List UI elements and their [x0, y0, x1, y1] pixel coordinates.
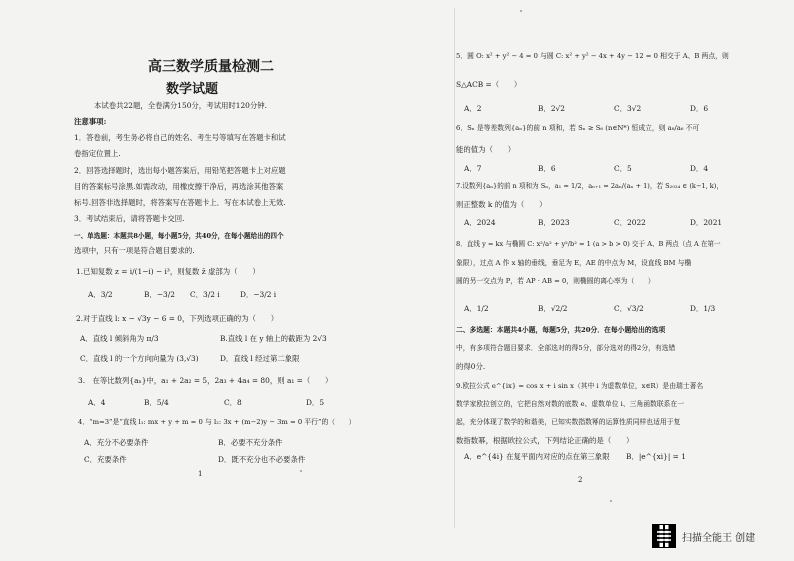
question-5-line2: S△ACB =（ ）: [456, 80, 522, 89]
q2-option-c: C．直线 l 的一个方向向量为 (3,√3): [80, 354, 199, 363]
q8-option-b: B．√2/2: [538, 304, 568, 313]
notice-2c: 标号.回答非选择题时，将答案写在答题卡上．写在本试卷上无效.: [74, 198, 286, 207]
question-2: 2.对于直线 l: x − √3y − 6 = 0，下列选项正确的为（ ）: [76, 314, 279, 323]
q7-option-d: D．2021: [690, 218, 723, 227]
question-9-line2: 数学家欧拉创立的，它把自然对数的底数 e、虚数单位 i、三角函数联系在一: [456, 400, 685, 408]
q6-option-d: D．4: [690, 164, 709, 173]
exam-title: 高三数学质量检测二: [148, 59, 274, 75]
q1-option-c: C．3/2 i: [190, 290, 220, 299]
q2-option-b: B.直线 l 在 y 轴上的截距为 2√3: [220, 334, 327, 343]
scanner-watermark: [652, 524, 755, 548]
notice-2a: 2．回答选择题时，选出每小题答案后，用铅笔把答题卡上对应题: [74, 166, 286, 175]
question-7-line2: 则正整数 k 的值为（ ）: [456, 200, 547, 209]
section2-line1: 二、多选题：本题共4小题，每题5分，共20分．在每小题给出的选项: [456, 326, 666, 334]
q4-option-b: B．必要不充分条件: [218, 438, 283, 447]
notice-header: 注意事项:: [74, 117, 107, 126]
q1-option-a: A．3/2: [88, 290, 113, 299]
scan-speck: [300, 470, 302, 472]
q9-option-b: B．|e^{xi}| = 1: [626, 452, 686, 461]
scan-speck: [610, 500, 612, 502]
q8-option-d: D．1/3: [690, 304, 716, 313]
question-4: 4．“m=3”是“直线 l₁: mx + y + m = 0 与 l₂: 3x + (m−2)y − 3m = 0 平行”的（ ）: [78, 418, 356, 426]
q3-option-d: D．5: [306, 398, 325, 407]
q6-option-a: A．7: [464, 164, 482, 173]
question-5-line1: 5．圆 O: x² + y² − 4 = 0 与圆 C: x² + y² − 4x + 4y − 12 = 0 相交于 A、B 两点，则: [456, 52, 729, 60]
q8-option-a: A．1/2: [464, 304, 489, 313]
question-3: 3. 在等比数列{aₙ}中，a₁ + 2a₂ = 5，2a₃ + 4a₄ = 80，则 a₁ =（ ）: [78, 376, 333, 385]
q4-option-d: D．既不充分也不必要条件: [218, 455, 306, 464]
q1-option-d: D．−3/2 i: [240, 290, 277, 299]
watermark-label: 扫描全能王 创建: [682, 532, 756, 544]
question-6-line2: 能的值为（ ）: [456, 145, 516, 154]
notice-1a: 1．答卷前，考生务必将自己的姓名、考生号等填写在答题卡和试: [74, 133, 286, 142]
qr-code-icon: [652, 524, 676, 548]
q7-option-a: A．2024: [464, 218, 496, 227]
q5-option-d: D．6: [690, 104, 709, 113]
q7-option-c: C．2022: [614, 218, 646, 227]
question-7-line1: 7.设数列{aₙ}的前 n 项和为 Sₙ，a₁ = 1/2，aₙ₊₁ = 2aₙ/(aₙ + 1)，若 S₂₀₂₄ ∈ (k−1, k)，: [456, 182, 723, 190]
section2-line3: 的得0分.: [456, 362, 486, 371]
question-9-line1: 9.欧拉公式 e^{ix} = cos x + i sin x（其中 i 为虚数单位，x∈R）是由瑞士著名: [456, 382, 704, 390]
q3-option-c: C．8: [224, 398, 242, 407]
q4-option-a: A．充分不必要条件: [84, 438, 149, 447]
q2-option-a: A．直线 l 倾斜角为 π/3: [80, 334, 159, 343]
page-number-1: 1: [198, 470, 203, 478]
q3-option-b: B．5/4: [144, 398, 169, 407]
question-8-line2: 象限），过点 A 作 x 轴的垂线，垂足为 E，AE 的中点为 M，设直线 BM 与椭: [456, 259, 692, 267]
section2-line2: 中，有多项符合题目要求．全部选对的得5分，部分选对的得2分，有选错: [456, 344, 676, 352]
q5-option-c: C．3√2: [614, 104, 642, 113]
scan-speck: [520, 10, 522, 12]
notice-2b: 目的答案标号涂黑.如需改动，用橡皮擦干净后，再选涂其他答案: [74, 182, 284, 191]
exam-subtitle: 数学试题: [166, 82, 219, 97]
page-fold-line: [454, 8, 455, 528]
q3-option-a: A．4: [88, 398, 106, 407]
intro-text: 本试卷共22题，全卷满分150分，考试用时120分钟.: [94, 101, 267, 110]
q6-option-c: C．5: [614, 164, 632, 173]
q5-option-b: B．2√2: [538, 104, 565, 113]
question-1: 1.已知复数 z = i/(1−i) − i³，则复数 z̄ 虚部为（ ）: [76, 267, 260, 276]
question-9-line3: 起，充分体现了数学的和谐美，已知实数指数幂的运算性质同样也适用于复: [456, 418, 681, 426]
notice-1b: 卷指定位置上.: [74, 149, 121, 158]
page-number-2: 2: [578, 476, 583, 484]
section1-line1: 一、单选题：本题共8小题，每小题5分，共40分，在每小题给出的四个: [74, 232, 284, 240]
q4-option-c: C．充要条件: [84, 455, 127, 464]
notice-3: 3．考试结束后，请将答题卡交回.: [74, 214, 185, 223]
q8-option-c: C．√3/2: [614, 304, 644, 313]
q5-option-a: A．2: [464, 104, 482, 113]
q1-option-b: B．−3/2: [144, 290, 175, 299]
question-8-line3: 圆的另一交点为 P，若 AP · AB = 0，则椭圆的离心率为（ ）: [456, 277, 655, 285]
q7-option-b: B．2023: [538, 218, 570, 227]
question-6-line1: 6．Sₙ 是等差数列{aₙ}的前 n 项和，若 Sₙ ≥ S₆ (n∈N*) 恒成立，则 a₈/a₆ 不可: [456, 124, 700, 132]
question-8-line1: 8．直线 y = kx 与椭圆 C: x²/a² + y²/b² = 1 (a > b > 0) 交于 A、B 两点（点 A 在第一: [456, 240, 721, 248]
section1-line2: 选项中，只有一项是符合题目要求的.: [74, 246, 195, 255]
q2-option-d: D．直线 l 经过第二象限: [220, 354, 300, 363]
q6-option-b: B．6: [538, 164, 556, 173]
question-9-line4: 数指数幂，根据欧拉公式，下列结论正确的是（ ）: [456, 436, 634, 445]
q9-option-a: A．e^{4i} 在复平面内对应的点在第三象限: [464, 452, 610, 461]
